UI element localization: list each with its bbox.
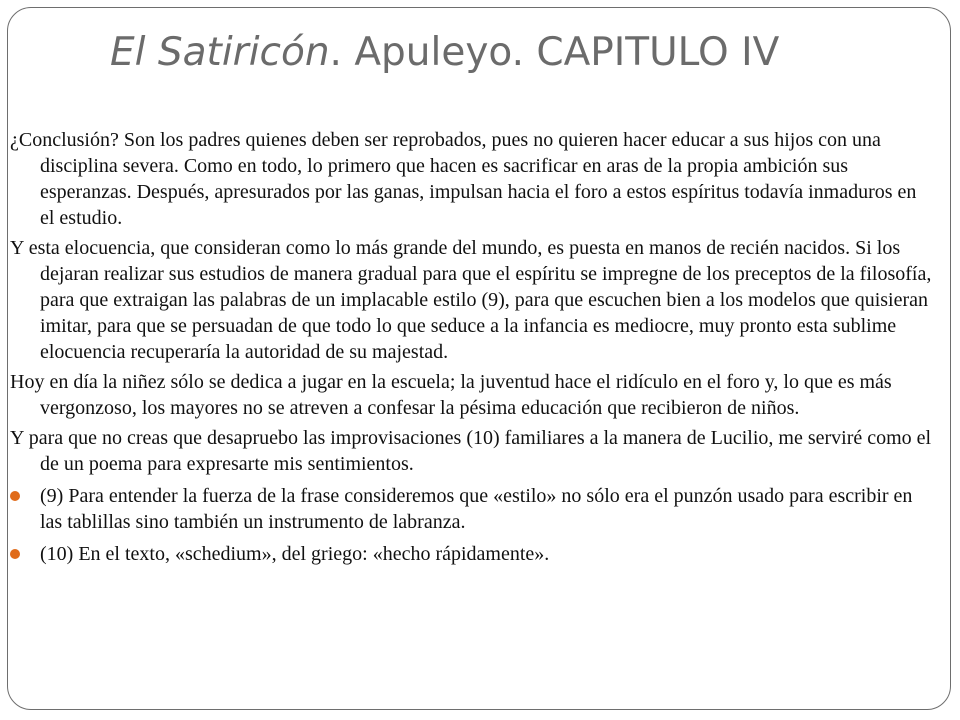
title-rest: . Apuleyo. CAPITULO IV (329, 30, 780, 75)
slide-body (10, 127, 935, 571)
footnote-9 (10, 483, 935, 535)
paragraph-2: Y esta elocuencia, que consideran como lo más grande del mundo, es puesta en manos de recién nacidos. Si los dejaran realizar sus estudios de manera gradual para que el espíritu se impregne de los preceptos de la filosofía, para que extraigan las palabras de un implacable estilo (9), para que escuchen bien a los modelos que quisieran imitar, para que se persuadan de que todo lo que seduce a la infancia es mediocre, muy pronto esta sublime elocuencia recuperaría la autoridad de su majestad. (10, 237, 932, 363)
title-italic: El Satiricón (110, 30, 330, 75)
footnote-9-text: (9) Para entender la fuerza de la frase consideremos que «estilo» no sólo era el punzón usado para escribir en las tablillas sino también un instrumento de labranza. (40, 485, 913, 533)
paragraph-1: ¿Conclusión? Son los padres quienes deben ser reprobados, pues no quieren hacer educar a sus hijos con una disciplina severa. Como en todo, lo primero que hacen es sacrificar en aras de la propia ambición sus esperanzas. Después, apresurados por las ganas, impulsan hacia el foro a estos espíritus todavía inmaduros en el estudio. (10, 129, 917, 229)
paragraph-3: Hoy en día la niñez sólo se dedica a jugar en la escuela; la juventud hace el ridículo en el foro y, lo que es más vergonzoso, los mayores no se atreven a confesar la pésima educación que recibieron de niños. (10, 371, 892, 419)
footnote-10-text: (10) En el texto, «schedium», del griego: «hecho rápidamente». (40, 543, 550, 565)
paragraph-4: Y para que no creas que desapruebo las improvisaciones (10) familiares a la manera de Lucilio, me serviré como el de un poema para expresarte mis sentimientos. (10, 427, 932, 475)
bullet-dot-icon (10, 549, 20, 559)
bullet-dot-icon (10, 491, 20, 501)
slide-title (110, 30, 779, 75)
footnote-10 (10, 541, 935, 567)
